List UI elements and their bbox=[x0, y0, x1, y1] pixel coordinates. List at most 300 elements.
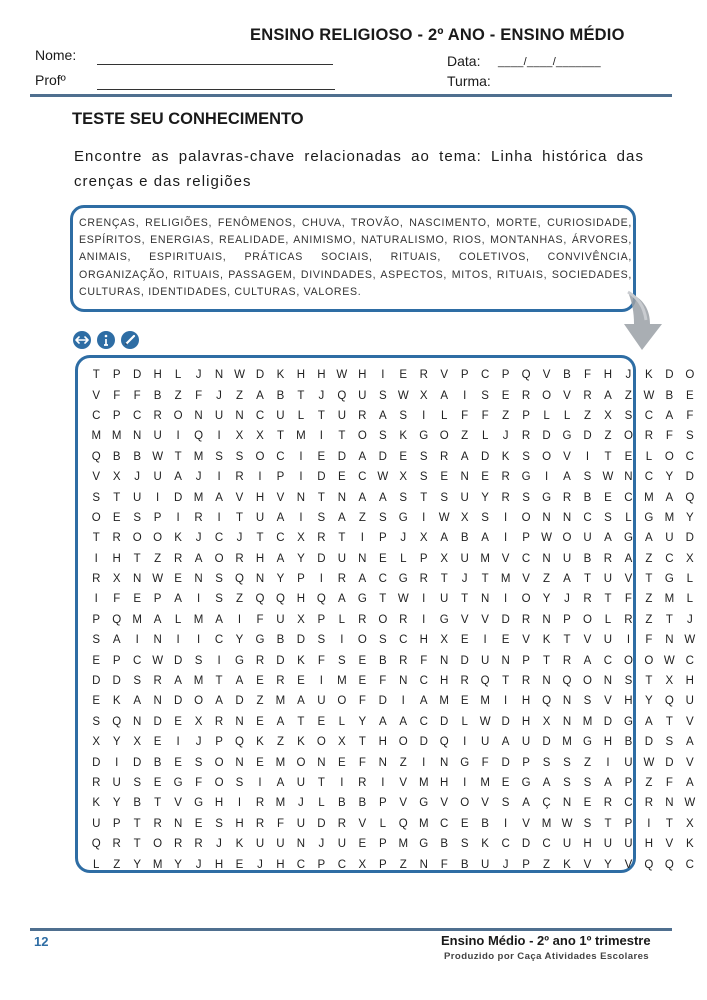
grid-cell[interactable]: X bbox=[358, 858, 367, 871]
grid-cell[interactable]: U bbox=[480, 736, 490, 749]
grid-cell[interactable]: G bbox=[255, 634, 265, 647]
grid-cell[interactable]: F bbox=[195, 777, 203, 789]
grid-cell[interactable]: C bbox=[358, 471, 367, 484]
grid-cell[interactable]: V bbox=[563, 450, 571, 463]
grid-cell[interactable]: S bbox=[440, 491, 449, 504]
grid-cell[interactable]: E bbox=[133, 593, 141, 606]
grid-cell[interactable]: U bbox=[624, 756, 633, 769]
grid-cell[interactable]: Q bbox=[112, 613, 122, 626]
grid-cell[interactable]: L bbox=[563, 409, 571, 422]
grid-cell[interactable]: Z bbox=[543, 858, 551, 871]
grid-cell[interactable]: S bbox=[501, 797, 510, 810]
grid-cell[interactable]: A bbox=[563, 471, 571, 484]
grid-cell[interactable]: I bbox=[217, 471, 221, 484]
grid-cell[interactable]: V bbox=[174, 797, 182, 810]
grid-cell[interactable]: Z bbox=[645, 777, 653, 789]
grid-cell[interactable]: M bbox=[152, 858, 163, 871]
grid-cell[interactable]: Y bbox=[133, 858, 141, 871]
grid-cell[interactable]: U bbox=[92, 817, 101, 830]
grid-cell[interactable]: E bbox=[685, 389, 694, 402]
grid-cell[interactable]: Z bbox=[174, 389, 182, 402]
grid-cell[interactable]: P bbox=[92, 613, 101, 626]
grid-cell[interactable]: X bbox=[194, 715, 203, 728]
grid-cell[interactable]: J bbox=[461, 573, 468, 586]
grid-cell[interactable]: D bbox=[378, 695, 387, 708]
grid-cell[interactable]: I bbox=[156, 491, 160, 504]
grid-cell[interactable]: B bbox=[358, 797, 367, 810]
grid-cell[interactable]: S bbox=[133, 675, 141, 688]
grid-cell[interactable]: J bbox=[318, 389, 325, 402]
grid-cell[interactable]: R bbox=[419, 573, 428, 586]
grid-cell[interactable]: Q bbox=[275, 593, 285, 606]
grid-cell[interactable]: D bbox=[460, 654, 469, 667]
grid-cell[interactable]: N bbox=[440, 756, 449, 769]
grid-cell[interactable]: B bbox=[440, 838, 449, 851]
grid-cell[interactable]: L bbox=[338, 613, 346, 626]
grid-cell[interactable]: I bbox=[504, 532, 508, 545]
grid-cell[interactable]: K bbox=[563, 858, 571, 871]
grid-cell[interactable]: I bbox=[381, 369, 385, 382]
grid-cell[interactable]: R bbox=[337, 573, 347, 586]
grid-cell[interactable]: N bbox=[296, 838, 306, 851]
grid-cell[interactable]: C bbox=[521, 552, 531, 565]
grid-cell[interactable]: V bbox=[440, 797, 449, 810]
grid-cell[interactable]: U bbox=[255, 838, 265, 851]
grid-cell[interactable]: I bbox=[504, 511, 508, 524]
grid-cell[interactable]: K bbox=[297, 654, 305, 667]
grid-cell[interactable]: D bbox=[501, 715, 510, 728]
grid-cell[interactable]: I bbox=[115, 756, 119, 769]
grid-cell[interactable]: A bbox=[624, 552, 633, 565]
grid-cell[interactable]: D bbox=[337, 450, 347, 463]
grid-cell[interactable]: C bbox=[419, 715, 428, 728]
grid-cell[interactable]: N bbox=[378, 756, 387, 769]
grid-cell[interactable]: T bbox=[338, 532, 346, 545]
grid-cell[interactable]: E bbox=[338, 471, 346, 484]
grid-cell[interactable]: E bbox=[501, 389, 510, 402]
grid-cell[interactable]: H bbox=[521, 695, 531, 708]
grid-cell[interactable]: P bbox=[112, 817, 121, 830]
grid-cell[interactable]: P bbox=[153, 511, 162, 524]
grid-cell[interactable]: R bbox=[440, 450, 449, 463]
grid-cell[interactable]: N bbox=[296, 491, 306, 504]
grid-cell[interactable]: O bbox=[337, 695, 347, 708]
grid-cell[interactable]: H bbox=[214, 858, 224, 871]
grid-cell[interactable]: S bbox=[92, 634, 101, 647]
grid-cell[interactable]: N bbox=[235, 756, 244, 769]
grid-cell[interactable]: I bbox=[504, 695, 508, 708]
grid-cell[interactable]: E bbox=[358, 838, 367, 851]
grid-cell[interactable]: R bbox=[624, 613, 633, 626]
grid-cell[interactable]: V bbox=[624, 573, 633, 586]
grid-cell[interactable]: A bbox=[215, 491, 223, 504]
grid-cell[interactable]: Q bbox=[316, 593, 326, 606]
grid-cell[interactable]: X bbox=[112, 471, 121, 484]
grid-cell[interactable]: A bbox=[378, 715, 387, 728]
grid-cell[interactable]: D bbox=[480, 450, 490, 463]
grid-cell[interactable]: E bbox=[256, 715, 264, 728]
grid-cell[interactable]: T bbox=[665, 715, 673, 728]
grid-cell[interactable]: W bbox=[152, 573, 164, 586]
grid-cell[interactable]: I bbox=[176, 511, 180, 524]
grid-cell[interactable]: T bbox=[317, 409, 325, 422]
grid-cell[interactable]: D bbox=[173, 491, 183, 504]
grid-cell[interactable]: O bbox=[173, 409, 183, 422]
grid-cell[interactable]: D bbox=[112, 675, 121, 688]
grid-cell[interactable]: G bbox=[235, 654, 244, 667]
grid-cell[interactable]: S bbox=[419, 450, 428, 463]
grid-cell[interactable]: E bbox=[194, 817, 203, 830]
grid-cell[interactable]: H bbox=[255, 491, 265, 504]
grid-cell[interactable]: N bbox=[542, 675, 551, 688]
grid-cell[interactable]: U bbox=[480, 654, 490, 667]
grid-cell[interactable]: D bbox=[296, 634, 306, 647]
grid-cell[interactable]: N bbox=[501, 654, 510, 667]
grid-cell[interactable]: W bbox=[561, 817, 573, 830]
grid-cell[interactable]: D bbox=[583, 430, 592, 443]
grid-cell[interactable]: U bbox=[317, 695, 326, 708]
grid-cell[interactable]: J bbox=[216, 838, 222, 851]
grid-cell[interactable]: Q bbox=[91, 450, 101, 463]
grid-cell[interactable]: G bbox=[521, 777, 531, 789]
grid-cell[interactable]: Q bbox=[112, 715, 122, 728]
grid-cell[interactable]: O bbox=[357, 430, 367, 443]
grid-cell[interactable]: W bbox=[684, 797, 696, 810]
grid-cell[interactable]: O bbox=[644, 654, 654, 667]
grid-cell[interactable]: M bbox=[644, 491, 654, 504]
grid-cell[interactable]: H bbox=[153, 369, 162, 382]
grid-cell[interactable]: B bbox=[133, 450, 141, 463]
grid-cell[interactable]: J bbox=[195, 471, 202, 484]
grid-cell[interactable]: A bbox=[174, 593, 182, 606]
grid-cell[interactable]: D bbox=[317, 817, 326, 830]
grid-cell[interactable]: I bbox=[422, 409, 426, 422]
grid-cell[interactable]: I bbox=[135, 634, 139, 647]
name-field-line[interactable] bbox=[97, 64, 333, 65]
grid-cell[interactable]: O bbox=[583, 613, 592, 626]
grid-cell[interactable]: E bbox=[317, 715, 326, 728]
grid-cell[interactable]: S bbox=[317, 634, 326, 647]
grid-cell[interactable]: R bbox=[255, 797, 265, 810]
grid-cell[interactable]: A bbox=[440, 532, 449, 545]
grid-cell[interactable]: Q bbox=[91, 838, 101, 851]
grid-cell[interactable]: F bbox=[420, 654, 428, 667]
grid-cell[interactable]: I bbox=[299, 511, 303, 524]
grid-cell[interactable]: W bbox=[541, 532, 552, 545]
grid-cell[interactable]: X bbox=[604, 409, 612, 422]
grid-cell[interactable]: A bbox=[276, 715, 285, 728]
grid-cell[interactable]: M bbox=[132, 613, 142, 626]
grid-cell[interactable]: U bbox=[460, 552, 469, 565]
grid-cell[interactable]: N bbox=[624, 471, 633, 484]
grid-cell[interactable]: K bbox=[235, 838, 244, 851]
grid-cell[interactable]: N bbox=[235, 715, 244, 728]
grid-cell[interactable]: D bbox=[644, 736, 654, 749]
grid-cell[interactable]: K bbox=[92, 797, 101, 810]
grid-cell[interactable]: U bbox=[603, 838, 613, 851]
grid-cell[interactable]: J bbox=[502, 430, 509, 443]
grid-cell[interactable]: H bbox=[644, 838, 654, 851]
grid-cell[interactable]: A bbox=[153, 613, 162, 626]
grid-cell[interactable]: L bbox=[318, 797, 325, 810]
grid-cell[interactable]: W bbox=[438, 511, 450, 524]
grid-cell[interactable]: B bbox=[583, 491, 592, 504]
grid-cell[interactable]: Q bbox=[337, 389, 347, 402]
grid-cell[interactable]: E bbox=[92, 695, 101, 708]
grid-cell[interactable]: N bbox=[153, 695, 162, 708]
grid-cell[interactable]: F bbox=[665, 430, 673, 443]
grid-cell[interactable]: M bbox=[193, 675, 204, 688]
grid-cell[interactable]: M bbox=[480, 695, 490, 708]
grid-cell[interactable]: A bbox=[440, 389, 449, 402]
grid-cell[interactable]: I bbox=[299, 471, 303, 484]
grid-cell[interactable]: C bbox=[276, 450, 285, 463]
grid-cell[interactable]: T bbox=[256, 532, 264, 545]
grid-cell[interactable]: M bbox=[582, 715, 593, 728]
grid-cell[interactable]: Y bbox=[481, 491, 489, 504]
grid-cell[interactable]: L bbox=[400, 552, 407, 565]
grid-cell[interactable]: Z bbox=[236, 389, 244, 402]
grid-cell[interactable]: R bbox=[603, 552, 613, 565]
grid-cell[interactable]: I bbox=[258, 471, 262, 484]
date-field-blanks[interactable]: ____/____/_______ bbox=[498, 56, 601, 68]
grid-cell[interactable]: G bbox=[439, 613, 449, 626]
grid-cell[interactable]: F bbox=[686, 409, 694, 422]
grid-cell[interactable]: H bbox=[603, 736, 613, 749]
grid-cell[interactable]: Q bbox=[255, 593, 265, 606]
grid-cell[interactable]: E bbox=[624, 450, 633, 463]
grid-cell[interactable]: U bbox=[153, 430, 162, 443]
grid-cell[interactable]: R bbox=[603, 797, 613, 810]
grid-cell[interactable]: R bbox=[214, 715, 224, 728]
grid-cell[interactable]: T bbox=[604, 817, 612, 830]
grid-cell[interactable]: V bbox=[92, 389, 101, 402]
grid-cell[interactable]: S bbox=[419, 471, 428, 484]
grid-cell[interactable]: T bbox=[133, 838, 141, 851]
grid-cell[interactable]: S bbox=[215, 573, 223, 586]
grid-cell[interactable]: U bbox=[276, 409, 285, 422]
grid-cell[interactable]: F bbox=[481, 756, 489, 769]
grid-cell[interactable]: O bbox=[521, 593, 531, 606]
grid-cell[interactable]: M bbox=[193, 613, 204, 626]
grid-cell[interactable]: A bbox=[174, 471, 182, 484]
grid-cell[interactable]: I bbox=[422, 756, 426, 769]
grid-cell[interactable]: U bbox=[521, 736, 531, 749]
grid-cell[interactable]: A bbox=[276, 777, 285, 789]
grid-cell[interactable]: B bbox=[276, 634, 285, 647]
grid-cell[interactable]: M bbox=[111, 430, 122, 443]
grid-cell[interactable]: S bbox=[215, 593, 223, 606]
grid-cell[interactable]: Q bbox=[562, 675, 572, 688]
grid-cell[interactable]: A bbox=[338, 593, 346, 606]
grid-cell[interactable]: F bbox=[317, 654, 325, 667]
grid-cell[interactable]: V bbox=[542, 369, 551, 382]
grid-cell[interactable]: V bbox=[583, 634, 592, 647]
grid-cell[interactable]: H bbox=[624, 695, 633, 708]
grid-cell[interactable]: I bbox=[196, 593, 201, 606]
grid-cell[interactable]: B bbox=[460, 532, 469, 545]
grid-cell[interactable]: A bbox=[378, 409, 387, 422]
grid-cell[interactable]: A bbox=[338, 511, 346, 524]
grid-cell[interactable]: R bbox=[173, 838, 183, 851]
grid-cell[interactable]: D bbox=[665, 369, 674, 382]
grid-cell[interactable]: G bbox=[623, 715, 633, 728]
grid-cell[interactable]: L bbox=[686, 573, 694, 586]
grid-cell[interactable]: A bbox=[685, 777, 694, 789]
grid-cell[interactable]: H bbox=[112, 552, 121, 565]
grid-cell[interactable]: R bbox=[153, 817, 162, 830]
grid-cell[interactable]: I bbox=[401, 695, 405, 708]
grid-cell[interactable]: Y bbox=[604, 858, 612, 871]
grid-cell[interactable]: S bbox=[522, 491, 530, 504]
grid-cell[interactable]: O bbox=[623, 654, 633, 667]
grid-cell[interactable]: I bbox=[504, 817, 508, 830]
grid-cell[interactable]: U bbox=[112, 777, 121, 789]
grid-cell[interactable]: C bbox=[624, 491, 633, 504]
grid-cell[interactable]: S bbox=[235, 777, 244, 789]
grid-cell[interactable]: C bbox=[419, 675, 428, 688]
grid-cell[interactable]: W bbox=[377, 471, 389, 484]
grid-cell[interactable]: N bbox=[562, 715, 572, 728]
grid-cell[interactable]: D bbox=[317, 552, 326, 565]
grid-cell[interactable]: Q bbox=[194, 430, 204, 443]
grid-cell[interactable]: N bbox=[460, 471, 469, 484]
grid-cell[interactable]: P bbox=[297, 573, 305, 586]
grid-cell[interactable]: C bbox=[440, 817, 449, 830]
grid-cell[interactable]: H bbox=[317, 369, 326, 382]
grid-cell[interactable]: O bbox=[583, 675, 592, 688]
grid-cell[interactable]: L bbox=[338, 715, 346, 728]
grid-cell[interactable]: H bbox=[583, 838, 592, 851]
grid-cell[interactable]: N bbox=[562, 797, 572, 810]
grid-cell[interactable]: U bbox=[276, 838, 285, 851]
grid-cell[interactable]: S bbox=[215, 450, 223, 463]
grid-cell[interactable]: P bbox=[276, 471, 285, 484]
grid-cell[interactable]: T bbox=[317, 777, 325, 789]
grid-cell[interactable]: M bbox=[480, 777, 490, 789]
grid-cell[interactable]: W bbox=[602, 471, 614, 484]
grid-cell[interactable]: Z bbox=[399, 756, 407, 769]
grid-cell[interactable]: E bbox=[358, 654, 367, 667]
grid-cell[interactable]: H bbox=[685, 675, 694, 688]
grid-cell[interactable]: T bbox=[297, 715, 305, 728]
grid-cell[interactable]: C bbox=[624, 797, 633, 810]
grid-cell[interactable]: M bbox=[541, 817, 552, 830]
grid-cell[interactable]: I bbox=[176, 736, 180, 749]
grid-cell[interactable]: E bbox=[501, 777, 510, 789]
grid-cell[interactable]: U bbox=[603, 634, 613, 647]
grid-cell[interactable]: Z bbox=[113, 858, 121, 871]
grid-cell[interactable]: S bbox=[542, 756, 551, 769]
grid-cell[interactable]: G bbox=[644, 511, 654, 524]
grid-cell[interactable]: X bbox=[665, 675, 674, 688]
grid-cell[interactable]: T bbox=[604, 593, 612, 606]
grid-cell[interactable]: S bbox=[317, 511, 326, 524]
grid-cell[interactable]: M bbox=[296, 430, 306, 443]
grid-cell[interactable]: N bbox=[603, 675, 613, 688]
grid-cell[interactable]: A bbox=[215, 695, 223, 708]
grid-cell[interactable]: H bbox=[296, 593, 306, 606]
grid-cell[interactable]: U bbox=[583, 532, 592, 545]
grid-cell[interactable]: G bbox=[562, 430, 572, 443]
grid-cell[interactable]: Q bbox=[521, 369, 531, 382]
grid-cell[interactable]: X bbox=[685, 817, 694, 830]
grid-cell[interactable]: E bbox=[460, 817, 469, 830]
grid-cell[interactable]: S bbox=[133, 777, 141, 789]
grid-cell[interactable]: T bbox=[379, 593, 387, 606]
grid-cell[interactable]: D bbox=[153, 715, 162, 728]
grid-cell[interactable]: Q bbox=[439, 736, 449, 749]
grid-cell[interactable]: S bbox=[481, 389, 489, 402]
grid-cell[interactable]: Y bbox=[685, 511, 694, 524]
grid-cell[interactable]: Z bbox=[645, 593, 653, 606]
grid-cell[interactable]: R bbox=[358, 409, 367, 422]
grid-cell[interactable]: L bbox=[645, 450, 653, 463]
grid-cell[interactable]: V bbox=[665, 838, 674, 851]
word-search-grid[interactable] bbox=[86, 365, 700, 875]
grid-cell[interactable]: R bbox=[153, 409, 162, 422]
grid-cell[interactable]: F bbox=[461, 409, 469, 422]
grid-cell[interactable]: O bbox=[214, 756, 224, 769]
grid-cell[interactable]: Y bbox=[112, 736, 121, 749]
grid-cell[interactable]: S bbox=[604, 511, 612, 524]
grid-cell[interactable]: X bbox=[419, 389, 428, 402]
grid-cell[interactable]: A bbox=[297, 695, 305, 708]
grid-cell[interactable]: A bbox=[358, 573, 367, 586]
grid-cell[interactable]: U bbox=[214, 409, 224, 422]
grid-cell[interactable]: B bbox=[624, 736, 633, 749]
grid-cell[interactable]: U bbox=[296, 777, 306, 789]
grid-cell[interactable]: R bbox=[399, 654, 408, 667]
grid-cell[interactable]: R bbox=[112, 838, 121, 851]
grid-cell[interactable]: B bbox=[153, 756, 162, 769]
grid-cell[interactable]: L bbox=[604, 613, 612, 626]
grid-cell[interactable]: I bbox=[217, 511, 221, 524]
grid-cell[interactable]: N bbox=[440, 654, 449, 667]
grid-cell[interactable]: C bbox=[378, 573, 387, 586]
grid-cell[interactable]: I bbox=[463, 389, 467, 402]
grid-cell[interactable]: Q bbox=[542, 695, 552, 708]
grid-cell[interactable]: M bbox=[337, 675, 347, 688]
grid-cell[interactable]: M bbox=[500, 573, 511, 586]
grid-cell[interactable]: P bbox=[522, 409, 530, 422]
grid-cell[interactable]: A bbox=[460, 450, 469, 463]
grid-cell[interactable]: E bbox=[399, 369, 408, 382]
grid-cell[interactable]: Z bbox=[543, 573, 551, 586]
grid-cell[interactable]: X bbox=[399, 471, 408, 484]
grid-cell[interactable]: Z bbox=[624, 389, 632, 402]
grid-cell[interactable]: D bbox=[501, 613, 510, 626]
grid-cell[interactable]: K bbox=[112, 695, 121, 708]
grid-cell[interactable]: A bbox=[256, 389, 264, 402]
grid-cell[interactable]: G bbox=[623, 532, 633, 545]
grid-cell[interactable]: V bbox=[563, 389, 571, 402]
grid-cell[interactable]: E bbox=[235, 858, 244, 871]
grid-cell[interactable]: R bbox=[521, 613, 531, 626]
grid-cell[interactable]: E bbox=[112, 511, 121, 524]
grid-cell[interactable]: U bbox=[276, 613, 285, 626]
grid-cell[interactable]: L bbox=[686, 593, 694, 606]
grid-cell[interactable]: S bbox=[583, 695, 592, 708]
grid-cell[interactable]: G bbox=[419, 797, 429, 810]
grid-cell[interactable]: E bbox=[358, 675, 367, 688]
grid-cell[interactable]: N bbox=[542, 511, 551, 524]
grid-cell[interactable]: I bbox=[258, 777, 262, 789]
grid-cell[interactable]: P bbox=[419, 552, 428, 565]
grid-cell[interactable]: R bbox=[460, 675, 469, 688]
grid-cell[interactable]: J bbox=[400, 532, 407, 545]
grid-cell[interactable]: V bbox=[685, 756, 694, 769]
